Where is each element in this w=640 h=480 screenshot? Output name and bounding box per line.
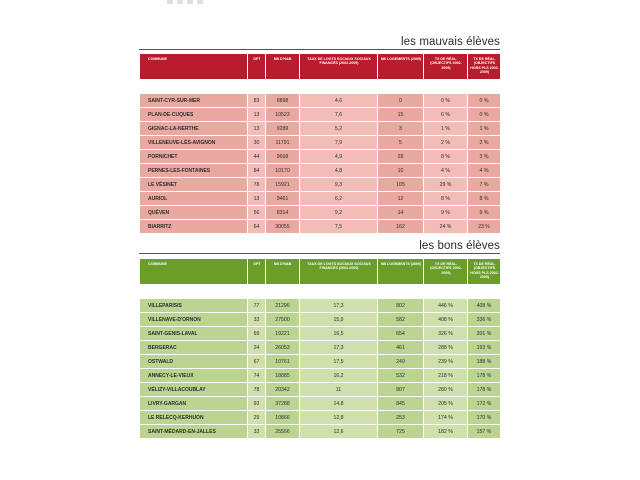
commune-name-cell: PERNES-LES-FONTAINES <box>140 164 248 177</box>
table-row <box>140 178 500 191</box>
table-cell: 77 <box>248 299 266 312</box>
table-cell: 10523 <box>266 108 300 121</box>
good-column-header: NB LOGEMENTS (2009) <box>378 259 424 284</box>
table-cell: 170 % <box>468 411 500 424</box>
commune-name-cell: LIVRY-GARGAN <box>140 397 248 410</box>
commune-name-cell: QUÉVEN <box>140 206 248 219</box>
bad-column-header: DPT <box>248 54 266 79</box>
table-cell: 326 % <box>424 327 468 340</box>
table-cell: 9461 <box>266 192 300 205</box>
table-cell: 26053 <box>266 341 300 354</box>
table-cell: 3 <box>378 122 424 135</box>
bad-column-header: COMMUNE <box>140 54 248 79</box>
table-cell: 2 % <box>424 136 468 149</box>
bad-section-rule <box>139 49 500 50</box>
table-row <box>140 327 500 340</box>
good-column-header: TAUX DE LOGTS SOCIAUX SOCIAUX FINANCÉS (2002-2009) <box>300 259 378 284</box>
table-cell: 15921 <box>266 178 300 191</box>
table-row <box>140 206 500 219</box>
table-cell: 4 % <box>468 164 500 177</box>
table-cell: 83 <box>248 94 266 107</box>
table-cell: 8898 <box>266 94 300 107</box>
table-cell: 188 % <box>468 355 500 368</box>
good-column-header: TX DE RÉAL. (OBJECTIFS HORS PLS 2002-2009) <box>468 259 500 284</box>
decorative-mark <box>167 0 207 4</box>
table-cell: 69 <box>248 327 266 340</box>
table-cell: 16,2 <box>300 369 378 382</box>
table-cell: 174 % <box>424 411 468 424</box>
table-cell: 4,6 <box>300 94 378 107</box>
table-row <box>140 369 500 382</box>
table-cell: 23 % <box>468 220 500 233</box>
table-cell: 157 % <box>468 425 500 438</box>
table-cell: 280 % <box>424 383 468 396</box>
table-row <box>140 425 500 438</box>
table-cell: 4 % <box>424 164 468 177</box>
table-cell: 3 % <box>468 150 500 163</box>
table-cell: 17,5 <box>300 355 378 368</box>
table-cell: 10761 <box>266 355 300 368</box>
table-cell: 37288 <box>266 397 300 410</box>
good-students-table <box>140 258 500 439</box>
table-cell: 33 <box>248 313 266 326</box>
good-table-body <box>140 285 500 438</box>
table-cell: 78 <box>248 383 266 396</box>
table-row <box>140 313 500 326</box>
good-table-header-row <box>140 259 500 284</box>
table-cell: 21296 <box>266 299 300 312</box>
table-cell: 28 <box>378 150 424 163</box>
table-cell: 802 <box>378 299 424 312</box>
table-row <box>140 192 500 205</box>
table-cell: 56 <box>248 206 266 219</box>
table-cell: 7,5 <box>300 220 378 233</box>
table-cell: 25566 <box>266 425 300 438</box>
table-cell: 201 % <box>468 327 500 340</box>
bad-table-body <box>140 80 500 233</box>
table-cell: 239 % <box>424 355 468 368</box>
table-cell: 12,6 <box>300 425 378 438</box>
table-cell: 29 <box>248 411 266 424</box>
table-row <box>140 397 500 410</box>
table-cell: 11791 <box>266 136 300 149</box>
bad-column-header: TX DE RÉAL. (OBJECTIFS HORS PLS 2002-2009) <box>468 54 500 79</box>
good-column-header: DPT <box>248 259 266 284</box>
table-cell: 9 % <box>468 206 500 219</box>
table-cell: 253 <box>378 411 424 424</box>
magazine-page <box>139 0 503 480</box>
table-cell: 725 <box>378 425 424 438</box>
good-column-header: TX DE RÉAL. (OBJECTIFS 2002-2009) <box>424 259 468 284</box>
table-cell: 8 % <box>424 192 468 205</box>
table-cell: 336 % <box>468 313 500 326</box>
table-row <box>140 341 500 354</box>
table-cell: 27500 <box>266 313 300 326</box>
table-cell: 15 <box>378 108 424 121</box>
table-cell: 15,9 <box>300 313 378 326</box>
table-cell: 288 % <box>424 341 468 354</box>
bad-students-table <box>140 53 500 234</box>
table-cell: 408 % <box>468 299 500 312</box>
table-row <box>140 383 500 396</box>
commune-name-cell: LE VÉSINET <box>140 178 248 191</box>
table-cell: 10 <box>378 164 424 177</box>
table-cell: 44 <box>248 150 266 163</box>
table-cell: 20342 <box>266 383 300 396</box>
bad-table-header-row <box>140 54 500 79</box>
header-gap <box>140 80 500 93</box>
table-cell: 9,3 <box>300 178 378 191</box>
table-cell: 9668 <box>266 150 300 163</box>
table-cell: 105 <box>378 178 424 191</box>
table-cell: 4,8 <box>300 164 378 177</box>
header-gap <box>140 285 500 298</box>
table-cell: 24 <box>248 341 266 354</box>
commune-name-cell: BIARRITZ <box>140 220 248 233</box>
table-cell: 6,2 <box>300 192 378 205</box>
table-cell: 7,6 <box>300 108 378 121</box>
table-cell: 182 % <box>424 425 468 438</box>
table-row <box>140 220 500 233</box>
table-cell: 845 <box>378 397 424 410</box>
table-cell: 14 <box>378 206 424 219</box>
table-cell: 193 % <box>468 341 500 354</box>
table-cell: 6 % <box>424 108 468 121</box>
table-cell: 30055 <box>266 220 300 233</box>
good-column-header: COMMUNE <box>140 259 248 284</box>
commune-name-cell: LE RELECQ-KERHUON <box>140 411 248 424</box>
table-cell: 10866 <box>266 411 300 424</box>
table-row <box>140 164 500 177</box>
table-cell: 17,3 <box>300 341 378 354</box>
table-cell: 9289 <box>266 122 300 135</box>
commune-name-cell: SAINT-GENIS-LAVAL <box>140 327 248 340</box>
table-cell: 205 % <box>424 397 468 410</box>
table-cell: 0 % <box>468 94 500 107</box>
table-cell: 582 <box>378 313 424 326</box>
table-cell: 178 % <box>468 369 500 382</box>
bad-column-header: TAUX DE LOGTS SOCIAUX SOCIAUX FINANCÉS (2002-2009) <box>300 54 378 79</box>
table-cell: 1 % <box>468 122 500 135</box>
table-cell: 8 % <box>468 192 500 205</box>
table-cell: 907 <box>378 383 424 396</box>
table-cell: 218 % <box>424 369 468 382</box>
table-cell: 10170 <box>266 164 300 177</box>
table-cell: 67 <box>248 355 266 368</box>
commune-name-cell: SAINT-MÉDARD-EN-JALLES <box>140 425 248 438</box>
table-cell: 2 % <box>468 136 500 149</box>
table-cell: 461 <box>378 341 424 354</box>
table-row <box>140 150 500 163</box>
table-cell: 12 <box>378 192 424 205</box>
good-section-title: les bons élèves <box>419 240 500 252</box>
table-cell: 0 % <box>468 108 500 121</box>
table-cell: 16,5 <box>300 327 378 340</box>
table-cell: 5 <box>378 136 424 149</box>
table-cell: 93 <box>248 397 266 410</box>
table-cell: 532 <box>378 369 424 382</box>
table-cell: 17,3 <box>300 299 378 312</box>
table-row <box>140 411 500 424</box>
table-cell: 11 <box>300 383 378 396</box>
table-cell: 0 % <box>424 94 468 107</box>
good-column-header: NB D'HAB. <box>266 259 300 284</box>
commune-name-cell: VILLENEUVE-LÈS-AVIGNON <box>140 136 248 149</box>
good-section-rule <box>139 253 500 254</box>
table-cell: 9 % <box>424 206 468 219</box>
commune-name-cell: PORNICHET <box>140 150 248 163</box>
commune-name-cell: GIGNAC-LA-NERTHE <box>140 122 248 135</box>
commune-name-cell: SAINT-CYR-SUR-MER <box>140 94 248 107</box>
commune-name-cell: VÉLIZY-VILLACOUBLAY <box>140 383 248 396</box>
commune-name-cell: OSTWALD <box>140 355 248 368</box>
bad-column-header: NB LOGEMENTS (2009) <box>378 54 424 79</box>
table-cell: 178 % <box>468 383 500 396</box>
table-cell: 74 <box>248 369 266 382</box>
bad-section-title: les mauvais élèves <box>401 36 500 48</box>
table-cell: 64 <box>248 220 266 233</box>
table-cell: 13 <box>248 108 266 121</box>
table-cell: 5,2 <box>300 122 378 135</box>
table-cell: 14,8 <box>300 397 378 410</box>
table-cell: 249 <box>378 355 424 368</box>
table-cell: 0 <box>378 94 424 107</box>
commune-name-cell: PLAN-DE-CUQUES <box>140 108 248 121</box>
table-row <box>140 136 500 149</box>
table-cell: 24 % <box>424 220 468 233</box>
table-cell: 33 <box>248 425 266 438</box>
table-cell: 4,9 <box>300 150 378 163</box>
table-cell: 19221 <box>266 327 300 340</box>
commune-name-cell: AURIOL <box>140 192 248 205</box>
table-cell: 30 <box>248 136 266 149</box>
bad-column-header: TX DE RÉAL. (OBJECTIFS 2002-2009) <box>424 54 468 79</box>
table-row <box>140 94 500 107</box>
table-cell: 12,8 <box>300 411 378 424</box>
table-row <box>140 355 500 368</box>
table-cell: 8 % <box>424 150 468 163</box>
table-row <box>140 122 500 135</box>
commune-name-cell: BERGERAC <box>140 341 248 354</box>
table-cell: 7,9 <box>300 136 378 149</box>
table-cell: 172 % <box>468 397 500 410</box>
table-cell: 18885 <box>266 369 300 382</box>
table-cell: 162 <box>378 220 424 233</box>
table-cell: 78 <box>248 178 266 191</box>
table-cell: 13 <box>248 192 266 205</box>
table-cell: 7 % <box>468 178 500 191</box>
table-cell: 446 % <box>424 299 468 312</box>
table-cell: 84 <box>248 164 266 177</box>
table-cell: 8314 <box>266 206 300 219</box>
table-cell: 408 % <box>424 313 468 326</box>
commune-name-cell: ANNECY-LE-VIEUX <box>140 369 248 382</box>
table-cell: 9,2 <box>300 206 378 219</box>
table-row <box>140 299 500 312</box>
table-cell: 13 <box>248 122 266 135</box>
commune-name-cell: VILLEPARISIS <box>140 299 248 312</box>
table-row <box>140 108 500 121</box>
commune-name-cell: VILLENAVE-D'ORNON <box>140 313 248 326</box>
bad-column-header: NB D'HAB. <box>266 54 300 79</box>
table-cell: 654 <box>378 327 424 340</box>
table-cell: 1 % <box>424 122 468 135</box>
table-cell: 29 % <box>424 178 468 191</box>
